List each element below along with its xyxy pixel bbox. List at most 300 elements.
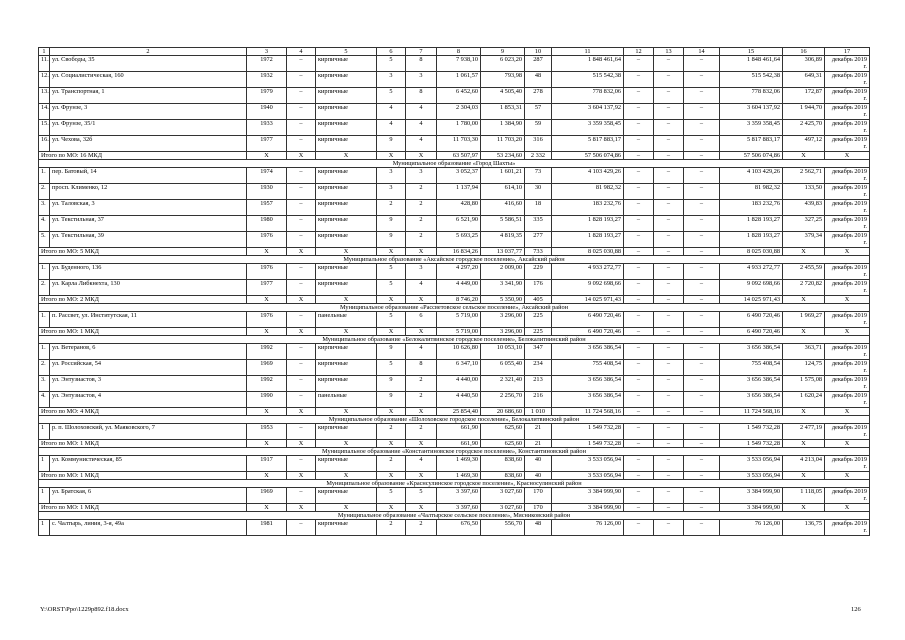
table-cell: 4 819,35 (481, 232, 525, 248)
table-cell: 4. (39, 216, 50, 232)
municipality-header-row (39, 480, 870, 488)
table-cell: – (624, 376, 654, 392)
table-cell: 9 (377, 216, 406, 232)
total-cell: 20 686,60 (481, 408, 525, 416)
column-number: 2 (50, 48, 247, 56)
table-cell: 1 853,31 (481, 104, 525, 120)
table-cell: ул. Социалистическая, 160 (50, 72, 247, 88)
table-cell: 3 027,60 (481, 488, 525, 504)
table-row (39, 200, 870, 216)
table-cell: 4 933 272,77 (552, 264, 624, 280)
table-cell: 3 604 137,92 (720, 104, 783, 120)
table-cell: кирпичные (316, 72, 377, 88)
table-cell: декабрь 2019 г. (825, 120, 870, 136)
table-cell: ул. Энтузиастов, 4 (50, 392, 247, 408)
total-cell: Х (287, 152, 316, 160)
table-cell: 676,50 (437, 520, 481, 536)
table-cell: 9 (377, 344, 406, 360)
table-cell: – (287, 264, 316, 280)
table-row (39, 488, 870, 504)
column-number: 17 (825, 48, 870, 56)
table-cell: 3. (39, 376, 50, 392)
table-cell: кирпичные (316, 424, 377, 440)
table-cell: панельные (316, 312, 377, 328)
table-cell: ул. Братская, 6 (50, 488, 247, 504)
table-cell: 3 656 386,54 (720, 392, 783, 408)
table-cell: кирпичные (316, 520, 377, 536)
total-cell: – (624, 408, 654, 416)
table-cell: 7 938,10 (437, 56, 481, 72)
total-cell: 3 533 056,94 (720, 472, 783, 480)
table-cell: 1980 (247, 216, 287, 232)
table-cell: – (624, 200, 654, 216)
municipality-title: Муниципальное образование «Шолоховское городское поселение», Белокалитвинский район (39, 416, 870, 424)
total-row (39, 504, 870, 512)
total-cell: 3 397,60 (437, 504, 481, 512)
total-cell: 661,90 (437, 440, 481, 448)
table-cell: 8 (406, 88, 437, 104)
total-cell: Х (316, 248, 377, 256)
column-number: 5 (316, 48, 377, 56)
total-row (39, 472, 870, 480)
table-cell: декабрь 2019 г. (825, 72, 870, 88)
table-cell: 6 521,90 (437, 216, 481, 232)
table-cell: 1976 (247, 312, 287, 328)
total-cell: 40 (525, 472, 552, 480)
table-cell: кирпичные (316, 456, 377, 472)
table-cell: – (624, 392, 654, 408)
table-cell: – (287, 120, 316, 136)
table-cell: – (684, 344, 720, 360)
table-cell: ул. Транспортная, 1 (50, 88, 247, 104)
table-cell: кирпичные (316, 360, 377, 376)
table-cell: – (684, 520, 720, 536)
table-cell: 3 656 386,54 (552, 344, 624, 360)
column-number: 9 (481, 48, 525, 56)
table-cell: 4 213,04 (783, 456, 825, 472)
table-cell: 327,25 (783, 216, 825, 232)
table-cell: – (287, 456, 316, 472)
column-number: 8 (437, 48, 481, 56)
table-cell: – (654, 392, 684, 408)
total-cell: – (624, 504, 654, 512)
table-cell: 9 092 698,66 (720, 280, 783, 296)
table-cell: – (684, 264, 720, 280)
table-cell: ул. Коммунистическая, 85 (50, 456, 247, 472)
table-cell: ул. Российская, 54 (50, 360, 247, 376)
table-cell: декабрь 2019 г. (825, 264, 870, 280)
table-cell: декабрь 2019 г. (825, 136, 870, 152)
table-cell: 5. (39, 232, 50, 248)
table-cell: 1 828 193,27 (552, 216, 624, 232)
table-cell: 1977 (247, 136, 287, 152)
table-cell: 225 (525, 312, 552, 328)
total-cell: 733 (525, 248, 552, 256)
total-label: Итого по МО: 2 МКД (39, 296, 247, 304)
total-row (39, 248, 870, 256)
table-cell: кирпичные (316, 88, 377, 104)
table-cell: 2 (406, 520, 437, 536)
table-cell: – (287, 56, 316, 72)
table-row (39, 104, 870, 120)
table-cell: 1992 (247, 344, 287, 360)
total-cell: Х (825, 328, 870, 336)
table-cell: 4 (377, 104, 406, 120)
table-cell: – (684, 168, 720, 184)
table-cell: кирпичные (316, 120, 377, 136)
total-cell: Х (406, 296, 437, 304)
table-cell: 4 (406, 344, 437, 360)
table-cell: 1 061,57 (437, 72, 481, 88)
table-cell: 4 933 272,77 (720, 264, 783, 280)
table-row (39, 424, 870, 440)
total-cell: Х (377, 408, 406, 416)
table-cell: – (624, 312, 654, 328)
total-cell: – (684, 472, 720, 480)
total-cell: Х (377, 152, 406, 160)
total-cell: – (654, 472, 684, 480)
table-cell: декабрь 2019 г. (825, 376, 870, 392)
table-cell: 213 (525, 376, 552, 392)
total-cell: 3 027,60 (481, 504, 525, 512)
table-cell: 6 347,10 (437, 360, 481, 376)
table-cell: 76 126,00 (552, 520, 624, 536)
table-cell: – (684, 200, 720, 216)
table-cell: 81 982,32 (552, 184, 624, 200)
table-cell: декабрь 2019 г. (825, 56, 870, 72)
table-cell: 6 452,60 (437, 88, 481, 104)
table-cell: декабрь 2019 г. (825, 488, 870, 504)
table-cell: 48 (525, 520, 552, 536)
table-cell: 5 586,51 (481, 216, 525, 232)
table-cell: – (624, 344, 654, 360)
total-cell: 13 037,77 (481, 248, 525, 256)
table-cell: декабрь 2019 г. (825, 520, 870, 536)
table-cell: 497,12 (783, 136, 825, 152)
table-cell: 3 656 386,54 (720, 344, 783, 360)
table-cell: 9 (377, 392, 406, 408)
municipality-title: Муниципальное образование «Белокалитвинское городское поселение», Белокалитвинский район (39, 336, 870, 344)
table-cell: 793,98 (481, 72, 525, 88)
table-cell: 2 (377, 200, 406, 216)
table-cell: 2 720,82 (783, 280, 825, 296)
table-cell: кирпичные (316, 280, 377, 296)
total-cell: Х (406, 152, 437, 160)
total-cell: 11 724 568,16 (720, 408, 783, 416)
table-cell: – (624, 232, 654, 248)
table-cell: ул. Текстильная, 39 (50, 232, 247, 248)
total-cell: – (684, 248, 720, 256)
table-row (39, 456, 870, 472)
table-cell: 1969 (247, 488, 287, 504)
total-cell: – (684, 408, 720, 416)
total-cell: – (654, 504, 684, 512)
table-cell: – (654, 264, 684, 280)
total-cell: – (624, 328, 654, 336)
table-cell: 1 (39, 456, 50, 472)
table-cell: 1974 (247, 168, 287, 184)
table-cell: 2 425,70 (783, 120, 825, 136)
table-cell: кирпичные (316, 264, 377, 280)
total-cell: 5 719,00 (437, 328, 481, 336)
column-number: 15 (720, 48, 783, 56)
total-cell: 1 010 (525, 408, 552, 416)
table-cell: 278 (525, 88, 552, 104)
table-cell: кирпичные (316, 168, 377, 184)
table-cell: 1969 (247, 360, 287, 376)
table-cell: кирпичные (316, 104, 377, 120)
table-cell: 1 469,30 (437, 456, 481, 472)
table-cell: 778 832,06 (552, 88, 624, 104)
table-cell: – (624, 280, 654, 296)
table-cell: – (684, 392, 720, 408)
table-cell: 3 397,60 (437, 488, 481, 504)
table-cell: ул. Таловская, 3 (50, 200, 247, 216)
table-cell: ул. Фрунзе, 3 (50, 104, 247, 120)
table-cell: 4 440,50 (437, 392, 481, 408)
table-cell: 1 137,94 (437, 184, 481, 200)
total-cell: Х (406, 504, 437, 512)
table-cell: 8 (406, 56, 437, 72)
table-cell: 5 693,25 (437, 232, 481, 248)
table-cell: декабрь 2019 г. (825, 312, 870, 328)
total-cell: Х (287, 408, 316, 416)
total-cell: 170 (525, 504, 552, 512)
table-cell: 4. (39, 392, 50, 408)
table-row (39, 520, 870, 536)
total-cell: Х (287, 248, 316, 256)
total-cell: – (684, 152, 720, 160)
table-cell: 4 449,00 (437, 280, 481, 296)
table-cell: – (287, 280, 316, 296)
total-cell: – (624, 440, 654, 448)
table-cell: 755 408,54 (552, 360, 624, 376)
table-cell: 1 549 732,28 (552, 424, 624, 440)
table-cell: 838,60 (481, 456, 525, 472)
total-cell: Х (316, 440, 377, 448)
table-cell: 3. (39, 200, 50, 216)
total-cell: Х (783, 408, 825, 416)
table-cell: – (654, 520, 684, 536)
total-cell: Х (825, 152, 870, 160)
table-cell: декабрь 2019 г. (825, 344, 870, 360)
total-cell: Х (377, 296, 406, 304)
total-cell: – (654, 248, 684, 256)
table-cell: 5 (377, 88, 406, 104)
total-cell: 3 384 999,90 (720, 504, 783, 512)
total-cell: Х (287, 472, 316, 480)
table-cell: 4 297,20 (437, 264, 481, 280)
table-cell: 5 817 883,17 (552, 136, 624, 152)
total-cell: – (624, 152, 654, 160)
table-cell: – (287, 360, 316, 376)
municipality-title: Муниципальное образование «Город Шахты» (39, 160, 870, 168)
table-cell: – (287, 488, 316, 504)
table-cell: 15. (39, 120, 50, 136)
table-cell: – (654, 424, 684, 440)
table-cell: кирпичные (316, 216, 377, 232)
table-cell: – (654, 456, 684, 472)
total-cell: Х (247, 504, 287, 512)
total-cell: 25 854,40 (437, 408, 481, 416)
table-cell: 6 490 720,46 (720, 312, 783, 328)
total-cell: – (654, 440, 684, 448)
table-cell: декабрь 2019 г. (825, 200, 870, 216)
table-cell: – (287, 392, 316, 408)
table-cell: – (684, 104, 720, 120)
table-cell: 3 (406, 72, 437, 88)
total-cell: 57 506 074,86 (720, 152, 783, 160)
total-cell: 11 724 568,16 (552, 408, 624, 416)
page-number: 126 (851, 606, 861, 613)
total-cell: – (684, 296, 720, 304)
table-cell: ул. Ветеранов, 6 (50, 344, 247, 360)
table-cell: 5 (377, 312, 406, 328)
table-cell: 4 (406, 280, 437, 296)
table-cell: кирпичные (316, 136, 377, 152)
table-cell: 2 (406, 216, 437, 232)
table-cell: с. Чалтырь, линия, 3-я, 49а (50, 520, 247, 536)
total-cell: 8 025 030,88 (720, 248, 783, 256)
total-cell: Х (825, 408, 870, 416)
table-cell: ул. Чехова, 32б (50, 136, 247, 152)
table-cell: – (287, 520, 316, 536)
total-cell: Х (783, 296, 825, 304)
table-cell: 306,89 (783, 56, 825, 72)
total-cell: 53 234,60 (481, 152, 525, 160)
total-cell: Х (247, 296, 287, 304)
table-cell: 18 (525, 200, 552, 216)
total-cell: – (684, 440, 720, 448)
municipality-title: Муниципальное образование «Рассветовское сельское поселение», Аксайский район (39, 304, 870, 312)
total-cell: Х (406, 408, 437, 416)
table-cell: 5 719,00 (437, 312, 481, 328)
table-row (39, 136, 870, 152)
table-cell: 229 (525, 264, 552, 280)
table-row (39, 264, 870, 280)
table-cell: 277 (525, 232, 552, 248)
table-cell: 1. (39, 312, 50, 328)
table-cell: 76 126,00 (720, 520, 783, 536)
table-cell: – (654, 312, 684, 328)
table-cell: 4 (406, 136, 437, 152)
table-cell: – (624, 168, 654, 184)
table-row (39, 72, 870, 88)
table-cell: 1 828 193,27 (720, 232, 783, 248)
table-cell: 4 103 429,26 (552, 168, 624, 184)
table-cell: 1 (39, 424, 50, 440)
total-cell: Х (825, 248, 870, 256)
total-label: Итого по МО: 5 МКД (39, 248, 247, 256)
table-cell: ул. Текстильная, 37 (50, 216, 247, 232)
table-cell: 14. (39, 104, 50, 120)
table-cell: 4 (406, 456, 437, 472)
table-row (39, 360, 870, 376)
table-cell: 2 477,19 (783, 424, 825, 440)
table-cell: 1917 (247, 456, 287, 472)
table-cell: 1. (39, 264, 50, 280)
total-cell: Х (287, 328, 316, 336)
table-cell: – (684, 184, 720, 200)
column-number: 16 (783, 48, 825, 56)
table-cell: 439,83 (783, 200, 825, 216)
table-cell: 5 (406, 488, 437, 504)
table-cell: 3 384 999,90 (720, 488, 783, 504)
total-cell: Х (377, 440, 406, 448)
table-cell: – (624, 216, 654, 232)
total-cell: Х (377, 328, 406, 336)
total-label: Итого по МО: 1 МКД (39, 504, 247, 512)
total-cell: Х (377, 504, 406, 512)
table-cell: – (684, 424, 720, 440)
total-cell: Х (783, 152, 825, 160)
table-cell: 11 703,30 (437, 136, 481, 152)
total-cell: 14 025 971,43 (552, 296, 624, 304)
table-cell: декабрь 2019 г. (825, 280, 870, 296)
table-cell: – (287, 104, 316, 120)
total-cell: 1 469,30 (437, 472, 481, 480)
table-cell: 3 (406, 168, 437, 184)
table-row (39, 168, 870, 184)
table-cell: ул. Карла Либкнехта, 130 (50, 280, 247, 296)
table-cell: 3 296,00 (481, 312, 525, 328)
table-cell: кирпичные (316, 232, 377, 248)
table-cell: 1932 (247, 72, 287, 88)
table-cell: 2 321,40 (481, 376, 525, 392)
total-cell: – (654, 408, 684, 416)
municipality-header-row (39, 448, 870, 456)
table-cell: – (624, 136, 654, 152)
table-cell: 3 533 056,94 (720, 456, 783, 472)
table-cell: 428,80 (437, 200, 481, 216)
table-cell: 4 (406, 120, 437, 136)
column-number: 4 (287, 48, 316, 56)
total-row (39, 408, 870, 416)
table-cell: 1976 (247, 232, 287, 248)
table-cell: 216 (525, 392, 552, 408)
table-cell: 136,75 (783, 520, 825, 536)
table-cell: р. п. Шолоховский, ул. Маяковского, 7 (50, 424, 247, 440)
table-cell: – (624, 488, 654, 504)
table-cell: – (654, 360, 684, 376)
table-cell: кирпичные (316, 488, 377, 504)
table-cell: – (287, 344, 316, 360)
total-cell: 21 (525, 440, 552, 448)
table-cell: – (287, 232, 316, 248)
table-cell: 1 944,70 (783, 104, 825, 120)
table-cell: – (287, 136, 316, 152)
total-cell: – (684, 504, 720, 512)
table-cell: декабрь 2019 г. (825, 216, 870, 232)
table-cell: декабрь 2019 г. (825, 88, 870, 104)
table-cell: 21 (525, 424, 552, 440)
table-cell: 6 490 720,46 (552, 312, 624, 328)
table-cell: 1990 (247, 392, 287, 408)
table-cell: – (654, 168, 684, 184)
column-number: 14 (684, 48, 720, 56)
total-cell: Х (247, 472, 287, 480)
table-cell: 1981 (247, 520, 287, 536)
total-cell: – (624, 472, 654, 480)
table-cell: 176 (525, 280, 552, 296)
total-cell: – (684, 328, 720, 336)
table-cell: – (624, 72, 654, 88)
table-cell: 11 703,20 (481, 136, 525, 152)
table-cell: – (287, 168, 316, 184)
table-cell: 1 384,90 (481, 120, 525, 136)
table-cell: 1930 (247, 184, 287, 200)
total-cell: 6 490 720,46 (720, 328, 783, 336)
